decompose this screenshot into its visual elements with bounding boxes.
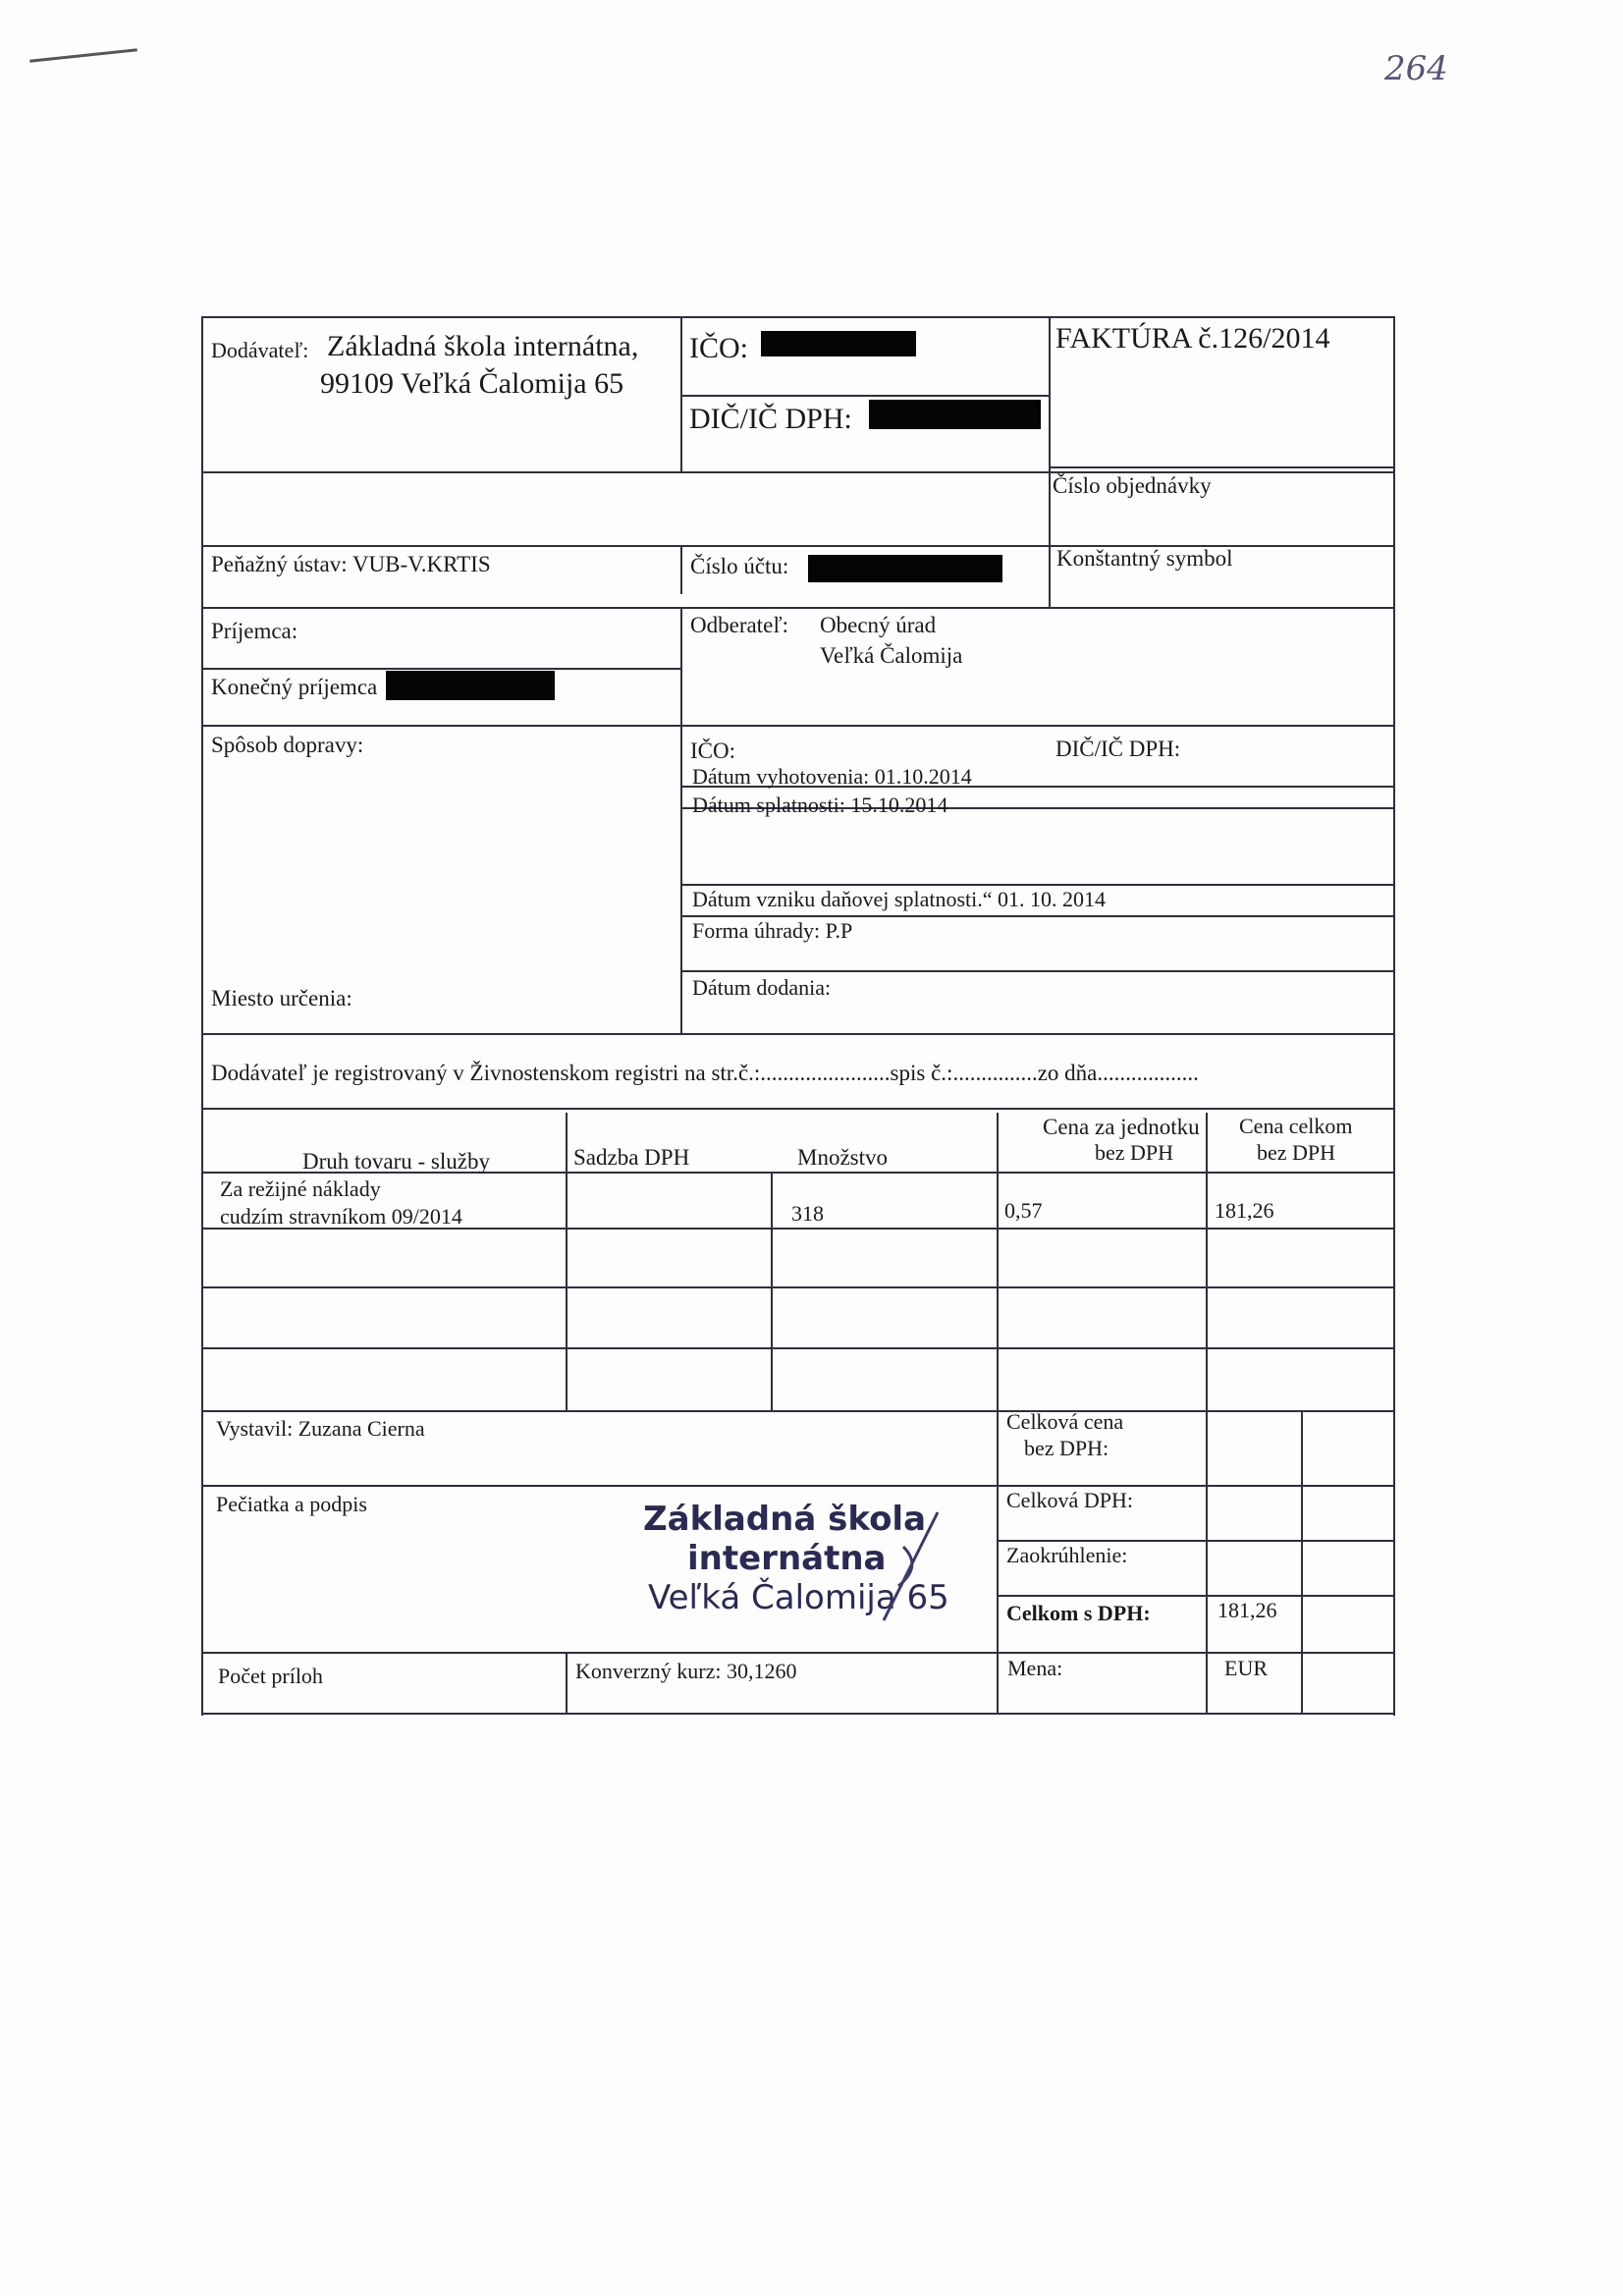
total-with-vat-value: 181,26: [1217, 1598, 1277, 1622]
line: [566, 1652, 568, 1713]
row1-goods-line2: cudzím stravníkom 09/2014: [220, 1204, 462, 1229]
line: [1049, 466, 1394, 468]
total-no-vat-line1: Celková cena: [1006, 1409, 1124, 1434]
row1-goods-line1: Za režijné náklady: [220, 1176, 381, 1201]
customer-line1: Obecný úrad: [820, 613, 937, 637]
redaction-bar: [386, 671, 555, 700]
line: [201, 1485, 1394, 1487]
customer-label: Odberateľ:: [690, 613, 789, 637]
line: [1049, 316, 1051, 609]
payment-form: Forma úhrady: P.P: [692, 918, 853, 943]
dic-label: DIČ/IČ DPH:: [689, 403, 852, 435]
scan-mark: [29, 48, 137, 62]
customer-ico-label: IČO:: [690, 738, 735, 763]
line: [201, 1347, 1394, 1349]
line: [1393, 316, 1395, 1716]
line: [201, 471, 1394, 473]
constant-symbol-label: Konštantný symbol: [1056, 546, 1233, 571]
header-goods: Druh tovaru - služby: [302, 1149, 490, 1174]
recipient-label: Príjemca:: [211, 619, 298, 643]
row1-unit-price: 0,57: [1004, 1198, 1043, 1223]
line: [201, 316, 1394, 318]
line: [680, 884, 1394, 886]
customer-line2: Veľká Čalomija: [820, 643, 963, 668]
line: [997, 1113, 999, 1714]
supplier-label: Dodávateľ:: [211, 338, 309, 362]
stamp-line1: Základná škola: [643, 1500, 927, 1539]
registry-text: Dodávateľ je registrovaný v Živnostenskom registri na str.č.:.......................spis č.:...............zo dňa..................: [211, 1061, 1199, 1085]
line: [1301, 1410, 1303, 1713]
line: [997, 1595, 1394, 1597]
line: [771, 1174, 773, 1412]
line: [201, 1713, 1394, 1715]
row1-total: 181,26: [1215, 1198, 1274, 1223]
line: [997, 1540, 1394, 1542]
header-total-line2: bez DPH: [1257, 1140, 1336, 1165]
currency-label: Mena:: [1007, 1656, 1063, 1680]
row1-quantity: 318: [791, 1201, 824, 1226]
line: [201, 725, 1394, 727]
delivery-date-label: Dátum dodania:: [692, 975, 832, 1000]
destination-label: Miesto určenia:: [211, 986, 352, 1011]
line: [201, 1410, 1394, 1412]
total-no-vat-line2: bez DPH:: [1024, 1436, 1109, 1460]
line: [201, 1652, 1394, 1654]
redaction-bar: [869, 400, 1041, 429]
line: [201, 1286, 1394, 1288]
attachments-label: Počet príloh: [218, 1664, 323, 1688]
line: [201, 316, 203, 1716]
customer-dic-label: DIČ/IČ DPH:: [1055, 737, 1181, 761]
line: [201, 668, 682, 670]
header-unit-price-line2: bez DPH: [1095, 1140, 1174, 1165]
stamp-line2: internátna: [687, 1539, 887, 1578]
final-recipient-label: Konečný príjemca: [211, 675, 378, 699]
line: [201, 1033, 1394, 1035]
line: [680, 915, 1394, 917]
line: [566, 1113, 568, 1412]
line: [680, 545, 682, 594]
rounding-label: Zaokrúhlenie:: [1006, 1543, 1128, 1567]
signature-mark: [844, 1507, 952, 1625]
redaction-bar: [808, 555, 1002, 582]
supplier-name-line2: 99109 Veľká Čalomija 65: [320, 367, 624, 400]
page-number: 264: [1384, 49, 1448, 88]
line: [201, 1108, 1394, 1110]
line: [680, 395, 1051, 397]
account-label: Číslo účtu:: [690, 554, 789, 578]
issue-date: Dátum vyhotovenia: 01.10.2014: [692, 764, 972, 789]
order-number-label: Číslo objednávky: [1053, 473, 1212, 498]
header-unit-price-line1: Cena za jednotku: [1043, 1115, 1200, 1139]
supplier-name-line1: Základná škola internátna,: [327, 330, 639, 362]
ico-label: IČO:: [689, 332, 748, 364]
line: [201, 607, 1394, 609]
transport-label: Spôsob dopravy:: [211, 733, 364, 757]
header-quantity: Množstvo: [797, 1145, 888, 1170]
stamp-signature-label: Pečiatka a podpis: [216, 1492, 367, 1516]
stamp-line3: Veľká Čalomija 65: [648, 1578, 949, 1617]
line: [680, 316, 682, 471]
exchange-rate: Konverzný kurz: 30,1260: [575, 1659, 797, 1683]
line: [1206, 1113, 1208, 1714]
total-with-vat-label: Celkom s DPH:: [1006, 1601, 1151, 1625]
invoice-title: FAKTÚRA č.126/2014: [1055, 322, 1330, 355]
redaction-bar: [761, 331, 916, 356]
tax-date: Dátum vzniku daňovej splatnosti.“ 01. 10. 2014: [692, 887, 1106, 911]
issued-by: Vystavil: Zuzana Cierna: [216, 1416, 425, 1441]
due-date: Dátum splatnosti: 15.10.2014: [692, 793, 948, 817]
total-vat-label: Celková DPH:: [1006, 1488, 1133, 1512]
line: [680, 970, 1394, 972]
header-total-line1: Cena celkom: [1239, 1114, 1353, 1138]
bank-label: Peňažný ústav: VUB-V.KRTIS: [211, 552, 491, 576]
currency-value: EUR: [1224, 1656, 1268, 1680]
header-vat-rate: Sadzba DPH: [573, 1145, 690, 1170]
